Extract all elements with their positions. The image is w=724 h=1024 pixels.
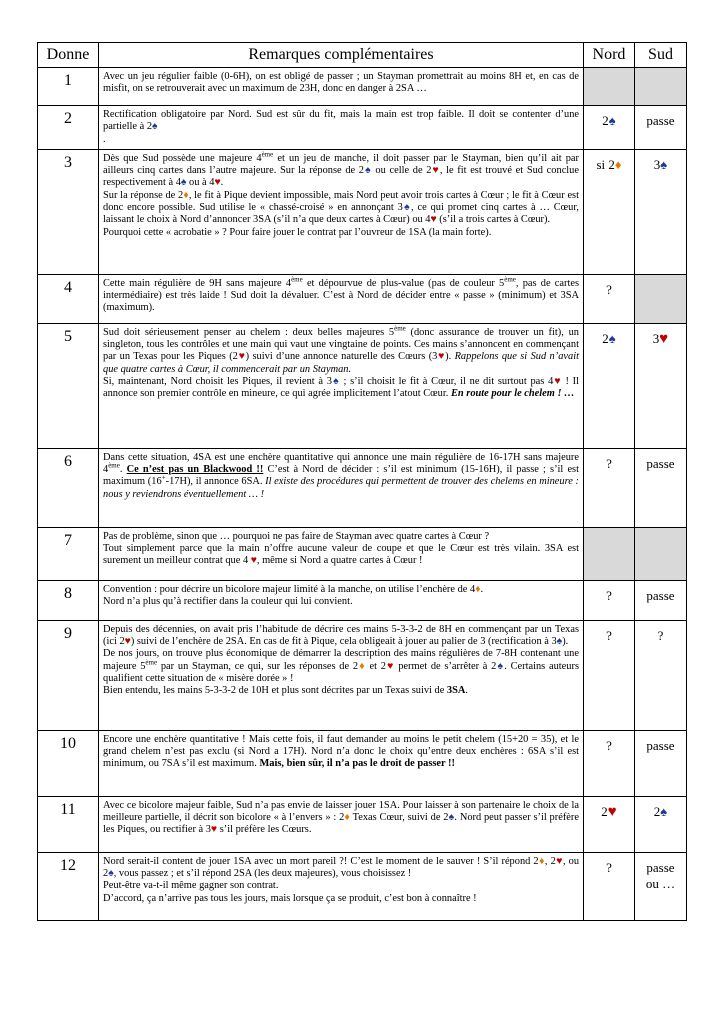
suit-symbol: ♠ bbox=[556, 636, 563, 648]
text-run: ème bbox=[145, 658, 158, 667]
suit-symbol: ♠ bbox=[608, 330, 616, 346]
text-run: ème bbox=[394, 324, 406, 333]
suit-symbol: ♥ bbox=[214, 177, 221, 189]
text-run: . bbox=[220, 177, 224, 189]
text-run: Mais, bien sûr, il n’a pas le droit de passer !! bbox=[259, 758, 455, 770]
table-row bbox=[38, 68, 687, 106]
suit-symbol: ♠ bbox=[108, 868, 114, 880]
header-donne: Donne bbox=[38, 43, 99, 68]
remarks-cell bbox=[99, 68, 584, 106]
text-run: ; s’il choisit le fit à Cœur, il ne dit surtout pas 4 bbox=[339, 376, 554, 388]
text-run: passe bbox=[646, 587, 675, 603]
suit-symbol: ♠ bbox=[402, 202, 411, 214]
text-run: . Certains auteurs qualifient cette situation de « misère dorée » ! bbox=[103, 660, 579, 685]
text-run: 2 bbox=[602, 113, 609, 128]
suit-symbol: ♥ bbox=[210, 824, 218, 836]
suit-symbol: ♥ bbox=[250, 555, 257, 567]
text-run: passe bbox=[646, 455, 675, 471]
sud-bid bbox=[635, 106, 687, 150]
text-run: s’il préfère les Cœurs. bbox=[217, 824, 312, 836]
remarks-cell bbox=[99, 149, 584, 274]
nord-bid bbox=[584, 620, 635, 730]
text-run: , 2 bbox=[544, 855, 556, 867]
text-run: . bbox=[480, 583, 484, 595]
suit-symbol: ♠ bbox=[660, 156, 668, 172]
text-run: ) suivi d’une annonce naturelle des Cœurs (3 bbox=[245, 351, 438, 363]
remarks-paragraph bbox=[103, 71, 579, 96]
text-run: Rappelons que si Sud n’avait que quatre cartes à Cœur, il commencerait par un Stayman. bbox=[103, 351, 579, 375]
text-run: par un Stayman, ce qui, sur les réponses de 2 bbox=[157, 660, 359, 672]
text-run: Il existe des procédures qui permettent de trouver des chelems en mineure : nous y reviendrons éventuellement … ! bbox=[103, 476, 579, 500]
suit-symbol: ♥ bbox=[237, 351, 246, 363]
suit-symbol: ♥ bbox=[607, 803, 617, 820]
donne-number: 2 bbox=[38, 106, 99, 150]
text-run: ème bbox=[261, 150, 274, 159]
text-run: ? bbox=[606, 737, 612, 753]
text-run: Dans cette situation, 4SA est une enchère quantitative qui annonce une main régulière de 16-17H sans majeure 4 bbox=[103, 451, 579, 476]
suit-symbol: ♥ bbox=[430, 214, 437, 226]
nord-bid bbox=[584, 580, 635, 620]
remarks-paragraph bbox=[103, 624, 579, 649]
text-run: ). bbox=[562, 636, 569, 648]
remarks-paragraph bbox=[103, 227, 579, 239]
text-run: Bien entendu, les mains 5-3-3-2 de 10H et plus sont décrites par un Texas suivi de bbox=[103, 685, 447, 697]
text-run: , le fit est trouvé et Sud conclue respectivement à 4 bbox=[103, 165, 579, 189]
text-run: ). bbox=[445, 351, 455, 363]
donne-number: 11 bbox=[38, 796, 99, 852]
suit-symbol: ♥ bbox=[124, 636, 131, 648]
remarks-paragraph bbox=[103, 452, 579, 501]
text-run: Si, maintenant, Nord choisit les Piques, il revient à 3 bbox=[103, 376, 332, 388]
text-run: passe bbox=[646, 859, 675, 875]
donne-number: 12 bbox=[38, 852, 99, 920]
table-row bbox=[38, 620, 687, 730]
sud-bid bbox=[635, 620, 687, 730]
suit-symbol: ♥ bbox=[431, 165, 440, 177]
suit-symbol: ♠ bbox=[331, 376, 340, 388]
table-row bbox=[38, 149, 687, 274]
suit-symbol: ♠ bbox=[660, 803, 668, 819]
nord-bid bbox=[584, 730, 635, 796]
nord-bid bbox=[584, 323, 635, 448]
header-sud: Sud bbox=[635, 43, 687, 68]
nord-bid bbox=[584, 527, 635, 580]
text-run: 2 bbox=[601, 803, 608, 819]
remarks-cell bbox=[99, 620, 584, 730]
text-run: 3SA bbox=[446, 685, 466, 697]
text-run: Depuis des décennies, on avait pris l’habitude de décrire ces mains 5-3-3-2 de 8H en commençant par un Texas (ici 2 bbox=[103, 623, 579, 648]
table-row bbox=[38, 852, 687, 920]
remarks-paragraph bbox=[103, 856, 579, 881]
remarks-paragraph bbox=[103, 734, 579, 771]
suit-symbol: ♦ bbox=[358, 660, 366, 672]
suit-symbol: ♥ bbox=[555, 855, 563, 867]
text-run: ? bbox=[606, 587, 612, 603]
text-run: et 2 bbox=[365, 660, 386, 672]
donne-number: 6 bbox=[38, 448, 99, 527]
remarks-cell bbox=[99, 527, 584, 580]
header-remarques: Remarques complémentaires bbox=[99, 43, 584, 68]
remarks-paragraph bbox=[103, 648, 579, 685]
remarks-paragraph bbox=[103, 596, 579, 608]
text-run: . bbox=[119, 464, 127, 476]
text-run: Cette main régulière de 9H sans majeure 4 bbox=[103, 277, 292, 289]
text-run: Ce n’est pas un Blackwood !! bbox=[126, 464, 264, 476]
text-run: ? bbox=[606, 455, 612, 471]
remarks-paragraph bbox=[103, 880, 579, 892]
sud-bid bbox=[635, 580, 687, 620]
text-run: ème bbox=[108, 461, 120, 470]
text-run: . Nord peut passer s’il préfère les Piques, ou rectifier à 3 bbox=[103, 812, 579, 836]
text-run: Encore une enchère quantitative ! Mais cette fois, il faut demander au moins le petit chelem (15+20 = 35), et le grand chelem n’est pas exclu (si Nord a 17H). Nord n’a donc le choix qu’entre deux enchères : 6SA s’il est minimum, ou 7SA s’il est maximum. bbox=[103, 733, 579, 770]
remarks-paragraph bbox=[103, 893, 579, 905]
text-run: Nord serait-il content de jouer 1SA avec un mort pareil ?! C’est le moment de le sauver ! S’il répond 2 bbox=[103, 855, 539, 867]
sud-bid bbox=[635, 323, 687, 448]
suit-symbol: ♠ bbox=[180, 177, 187, 189]
remarks-cell bbox=[99, 580, 584, 620]
suit-symbol: ♥ bbox=[437, 351, 446, 363]
sud-bid bbox=[635, 796, 687, 852]
text-run: ! Il annonce son premier contrôle en mineure, ce qui agrée implicitement l’atout Cœur. bbox=[103, 376, 580, 400]
table-row bbox=[38, 730, 687, 796]
suit-symbol: ♠ bbox=[496, 660, 505, 672]
text-run: ? bbox=[606, 627, 612, 643]
text-run: passe bbox=[646, 113, 675, 128]
remarks-cell bbox=[99, 852, 584, 920]
text-run: si 2 bbox=[596, 156, 615, 172]
sud-bid bbox=[635, 149, 687, 274]
remarks-cell bbox=[99, 730, 584, 796]
donne-number: 8 bbox=[38, 580, 99, 620]
text-run: permet de s’arrêter à 2 bbox=[394, 660, 497, 672]
text-run: Nord n’a plus qu’à rectifier dans la couleur qui lui convient. bbox=[103, 596, 353, 608]
suit-symbol: ♠ bbox=[448, 812, 455, 824]
sud-bid bbox=[635, 68, 687, 106]
text-run: De nos jours, on trouve plus économique de démarrer la description des mains régulières de 7-8H contenant une majeure 5 bbox=[103, 648, 579, 672]
table-row bbox=[38, 106, 687, 150]
table-row bbox=[38, 796, 687, 852]
text-run: ème bbox=[291, 275, 303, 284]
text-run: + bbox=[161, 474, 166, 483]
text-run: 3 bbox=[652, 330, 660, 346]
text-run: , vous passez ; et s’il répond 2SA (les deux majeures), vous choisissez ! bbox=[113, 868, 412, 880]
suit-symbol: ♥ bbox=[553, 376, 562, 388]
remarks-cell bbox=[99, 323, 584, 448]
remarks-paragraph bbox=[103, 800, 579, 837]
text-run: et un jeu de manche, il doit passer par le Stayman, bien qu’il ait par ailleurs cinq cartes dans l’autre majeure. Sur la réponse de 2 bbox=[103, 152, 579, 177]
text-run: ou à 4 bbox=[186, 177, 215, 189]
header-nord: Nord bbox=[584, 43, 635, 68]
text-run: Pourquoi cette « acrobatie » ? Pour faire jouer le contrat par l’ouvreur de 1SA (la main forte). bbox=[103, 226, 492, 238]
nord-bid bbox=[584, 149, 635, 274]
donne-number: 7 bbox=[38, 527, 99, 580]
remarks-paragraph bbox=[103, 543, 579, 568]
suit-symbol: ♠ bbox=[364, 165, 372, 177]
text-run: 2 bbox=[653, 803, 661, 819]
remarks-cell bbox=[99, 448, 584, 527]
text-run: ou … bbox=[645, 875, 676, 891]
suit-symbol: ♠ bbox=[608, 113, 616, 128]
remarks-paragraph bbox=[103, 109, 579, 134]
nord-bid bbox=[584, 796, 635, 852]
remarks-paragraph bbox=[103, 324, 579, 376]
text-run: . bbox=[465, 685, 469, 697]
sud-bid bbox=[635, 852, 687, 920]
text-run: Rectification obligatoire par Nord. Sud est sûr du fit, mais la main est trop faible. Il doit se contenter d’une partielle à 2 bbox=[103, 109, 579, 133]
remarks-cell bbox=[99, 106, 584, 150]
text-run: C’est à Nord de décider : s’il est minimum (15-16H), il passe ; s’il est maximum (16 bbox=[103, 464, 579, 488]
remarks-paragraph bbox=[103, 685, 579, 697]
remarks-cell bbox=[99, 796, 584, 852]
text-run: ème bbox=[504, 275, 516, 284]
remarks-paragraph bbox=[103, 150, 579, 190]
donne-number: 9 bbox=[38, 620, 99, 730]
suit-symbol: ♦ bbox=[344, 812, 350, 824]
text-run: D’accord, ça n’arrive pas tous les jours, mais lorsque ça se produit, c’est bon à connaître ! bbox=[103, 892, 477, 904]
text-run: (s’il a trois cartes à Cœur). bbox=[436, 214, 551, 226]
text-run: Peut-être va-t-il même gagner son contrat. bbox=[103, 880, 279, 892]
donne-number: 10 bbox=[38, 730, 99, 796]
table-row bbox=[38, 448, 687, 527]
text-run: Avec ce bicolore majeur faible, Sud n’a pas envie de laisser jouer 1SA. Pour laisser à son partenaire le choix de la meilleure partielle, il décrit son bicolore « à l’envers » : 2 bbox=[103, 799, 579, 824]
remarks-paragraph bbox=[103, 275, 579, 315]
text-run: . bbox=[103, 133, 106, 145]
suit-symbol: ♥ bbox=[385, 660, 395, 672]
remarks-paragraph bbox=[103, 531, 579, 543]
table-row bbox=[38, 323, 687, 448]
sud-bid bbox=[635, 448, 687, 527]
text-run: Texas Cœur, suivi de 2 bbox=[350, 812, 449, 824]
nord-bid bbox=[584, 68, 635, 106]
donne-number: 1 bbox=[38, 68, 99, 106]
nord-bid bbox=[584, 274, 635, 323]
suit-symbol: ♦ bbox=[475, 583, 481, 595]
remarks-paragraph bbox=[103, 376, 579, 401]
remarks-paragraph bbox=[103, 134, 579, 146]
text-run: (donc assurance de trouver un fit), un singleton, tous les contrôles et une main qui vaut une vingtaine de points. Ces mains s’annoncent en commençant par un Texas pour les Piques (2 bbox=[103, 326, 579, 363]
text-run: ? bbox=[606, 859, 612, 875]
sud-bid bbox=[635, 730, 687, 796]
remarks-cell bbox=[99, 274, 584, 323]
table-row bbox=[38, 274, 687, 323]
donne-number: 5 bbox=[38, 323, 99, 448]
text-run: ou celle de 2 bbox=[371, 165, 432, 177]
bidding-remarks-table bbox=[37, 42, 687, 921]
table-row bbox=[38, 527, 687, 580]
donne-number: 3 bbox=[38, 149, 99, 274]
text-run: En route pour le chelem ! … bbox=[450, 388, 575, 400]
text-run: , le fit à Pique devient impossible, mais Nord peut avoir trois cartes à Cœur ; le fit à Cœur est donc encore possible. Sud utilise le « chassé-croisé » en annonçant 3 bbox=[103, 189, 579, 214]
suit-symbol: ♥ bbox=[659, 330, 669, 347]
remarks-paragraph bbox=[103, 584, 579, 596]
text-run: 2 bbox=[602, 330, 609, 346]
sud-bid bbox=[635, 527, 687, 580]
text-run: , ce qui promet cinq cartes à … Cœur, laissant le choix à Nord d’annoncer 3SA (s’il n’a que deux cartes à Cœur) ou 4 bbox=[103, 202, 579, 226]
text-run: ? bbox=[606, 281, 612, 297]
nord-bid bbox=[584, 852, 635, 920]
text-run: , ou 2 bbox=[103, 855, 580, 880]
text-run: 3 bbox=[653, 156, 661, 172]
text-run: Pas de problème, sinon que … pourquoi ne pas faire de Stayman avec quatre cartes à Cœur ? bbox=[103, 530, 490, 542]
text-run: ? bbox=[657, 627, 664, 643]
suit-symbol: ♦ bbox=[614, 156, 622, 172]
text-run: Convention : pour décrire un bicolore majeur limité à la manche, on utilise l’enchère de 4 bbox=[103, 583, 476, 595]
suit-symbol: ♦ bbox=[538, 855, 545, 867]
suit-symbol: ♦ bbox=[183, 189, 189, 201]
remarks-paragraph bbox=[103, 190, 579, 227]
table-row bbox=[38, 580, 687, 620]
text-run: Dès que Sud possède une majeure 4 bbox=[103, 152, 262, 164]
text-run: Tout simplement parce que la main n’offre aucune valeur de coupe et que le Cœur est très vilain. 3SA est surement un meilleur contrat que 4 bbox=[103, 543, 579, 567]
donne-number: 4 bbox=[38, 274, 99, 323]
sud-bid bbox=[635, 274, 687, 323]
text-run: passe bbox=[646, 737, 675, 753]
text-run: Sud doit sérieusement penser au chelem : deux belles majeures 5 bbox=[103, 326, 395, 338]
text-run: ) suivi de l’enchère de 2SA. En cas de fit à Pique, cela obligeait à jouer au palier de 3 (rectification à 3 bbox=[130, 636, 557, 648]
text-run: , même si Nord a quatre cartes à Cœur ! bbox=[256, 555, 423, 567]
text-run: -17H), il annonce 6SA. bbox=[165, 476, 266, 488]
suit-symbol: ♠ bbox=[152, 121, 158, 133]
nord-bid bbox=[584, 106, 635, 150]
text-run: , pas de cartes intermédiaire) est très laide ! Sud doit la dévaluer. C’est à Nord de décider entre « passe » (minimum) et 3SA (maximum). bbox=[103, 277, 579, 314]
text-run: Sur la réponse de 2 bbox=[103, 189, 184, 201]
header-row bbox=[38, 43, 687, 68]
text-run: Avec un jeu régulier faible (0-6H), on est obligé de passer ; un Stayman promettrait au moins 8H et, en cas de misfit, on se retrouverait avec un maximum de 23H, donc en danger à 2SA … bbox=[103, 71, 579, 95]
text-run: et dépourvue de plus-value (pas de couleur 5 bbox=[302, 277, 505, 289]
nord-bid bbox=[584, 448, 635, 527]
